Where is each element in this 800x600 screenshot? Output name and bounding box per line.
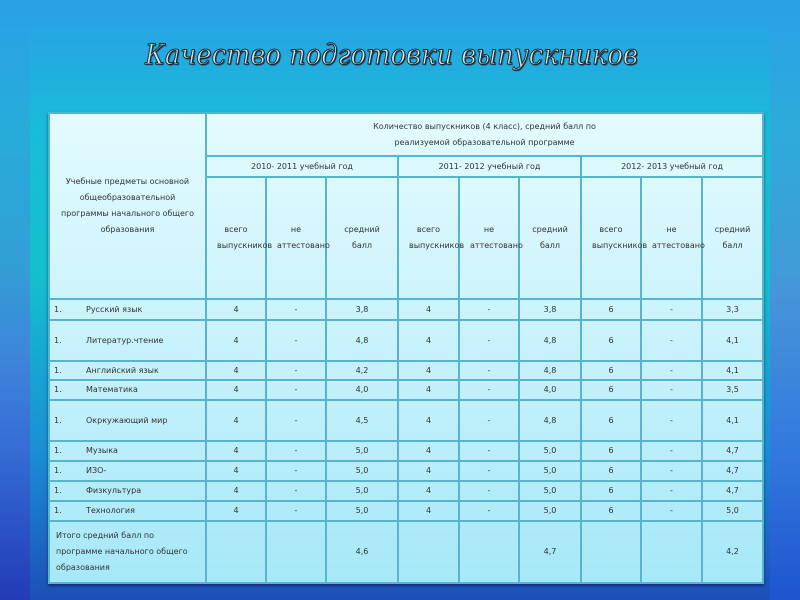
value-cell: - (459, 361, 519, 380)
value-cell: 4,8 (519, 400, 581, 441)
column-header: всего выпускников (206, 177, 266, 299)
value-cell: 4 (206, 481, 266, 501)
value-cell: 4,7 (702, 461, 763, 481)
value-cell: 4 (206, 380, 266, 400)
total-value-cell (398, 521, 459, 583)
value-cell: 4 (398, 441, 459, 461)
value-cell: 4,2 (326, 361, 398, 380)
value-cell: - (641, 501, 702, 521)
total-value-cell: 4,7 (519, 521, 581, 583)
value-cell: - (266, 400, 326, 441)
value-cell: - (641, 400, 702, 441)
value-cell: 4 (206, 320, 266, 361)
value-cell: - (641, 299, 702, 320)
value-cell: 4,7 (702, 441, 763, 461)
value-cell: 3,3 (702, 299, 763, 320)
subject-name: Литератур.чтение (86, 335, 164, 345)
row-number: 1. (54, 304, 62, 314)
value-cell: 4 (398, 481, 459, 501)
subject-name: ИЗО- (86, 466, 107, 475)
value-cell: 6 (581, 320, 641, 361)
subject-name: Русский язык (86, 304, 143, 314)
value-cell: 5,0 (326, 501, 398, 521)
row-number: 1. (54, 486, 62, 495)
value-cell: 6 (581, 501, 641, 521)
table-row (49, 481, 763, 501)
value-cell: 4 (398, 299, 459, 320)
total-value-cell (206, 521, 266, 583)
column-header: средний балл (702, 177, 763, 299)
year-header: 2011- 2012 учебный год (398, 156, 581, 177)
graduates-quality-table (48, 112, 764, 584)
value-cell: 4,8 (519, 320, 581, 361)
value-cell: - (641, 361, 702, 380)
value-cell: - (266, 461, 326, 481)
value-cell: - (459, 320, 519, 361)
value-cell: 5,0 (326, 461, 398, 481)
subject-cell (49, 400, 206, 441)
table-row (49, 501, 763, 521)
column-header: средний балл (519, 177, 581, 299)
total-value-cell (641, 521, 702, 583)
value-cell: 4,1 (702, 400, 763, 441)
subject-cell (49, 320, 206, 361)
column-header: не аттестовано (641, 177, 702, 299)
value-cell: 5,0 (326, 441, 398, 461)
subject-cell (49, 380, 206, 400)
subject-cell (49, 361, 206, 380)
subject-name: Физкультура (86, 486, 142, 495)
value-cell: 6 (581, 441, 641, 461)
total-value-cell (459, 521, 519, 583)
total-value-cell: 4,2 (702, 521, 763, 583)
subject-cell (49, 481, 206, 501)
value-cell: 4,0 (326, 380, 398, 400)
table-row (49, 320, 763, 361)
table-row (49, 361, 763, 380)
value-cell: 3,8 (519, 299, 581, 320)
subject-name: Окркужающий мир (86, 415, 168, 425)
value-cell: - (266, 299, 326, 320)
row-number: 1. (54, 385, 62, 394)
year-header: 2010- 2011 учебный год (206, 156, 398, 177)
value-cell: - (641, 461, 702, 481)
value-cell: - (266, 441, 326, 461)
value-cell: 4 (398, 461, 459, 481)
value-cell: 6 (581, 361, 641, 380)
value-cell: 4,5 (326, 400, 398, 441)
value-cell: 6 (581, 299, 641, 320)
subjects-header: Учебные предметы основной общеобразовательной программы начального общего образования (49, 113, 206, 299)
column-header: не аттестовано (266, 177, 326, 299)
value-cell: - (641, 481, 702, 501)
table-row (49, 299, 763, 320)
table-row (49, 461, 763, 481)
value-cell: 6 (581, 481, 641, 501)
value-cell: 5,0 (519, 481, 581, 501)
value-cell: 4 (206, 501, 266, 521)
subject-name: Математика (86, 385, 138, 394)
value-cell: - (459, 299, 519, 320)
value-cell: - (266, 320, 326, 361)
subject-name: Технология (86, 506, 135, 515)
value-cell: 4 (206, 361, 266, 380)
column-header: средний балл (326, 177, 398, 299)
value-cell: 5,0 (519, 501, 581, 521)
value-cell: 4 (206, 299, 266, 320)
value-cell: - (459, 380, 519, 400)
value-cell: 4 (398, 501, 459, 521)
background-left-glow (0, 0, 30, 600)
value-cell: 4 (398, 361, 459, 380)
table-row (49, 441, 763, 461)
value-cell: 6 (581, 400, 641, 441)
value-cell: - (266, 501, 326, 521)
row-number: 1. (54, 335, 62, 345)
subject-cell (49, 501, 206, 521)
value-cell: - (459, 441, 519, 461)
total-value-cell: 4,6 (326, 521, 398, 583)
value-cell: - (266, 361, 326, 380)
value-cell: 4,1 (702, 320, 763, 361)
row-number: 1. (54, 506, 62, 515)
value-cell: 5,0 (519, 441, 581, 461)
table-row (49, 380, 763, 400)
year-header: 2012- 2013 учебный год (581, 156, 763, 177)
value-cell: 4 (398, 320, 459, 361)
column-header: всего выпускников (581, 177, 641, 299)
value-cell: 4 (398, 400, 459, 441)
value-cell: 3,8 (326, 299, 398, 320)
subject-cell (49, 461, 206, 481)
value-cell: 5,0 (519, 461, 581, 481)
row-number: 1. (54, 446, 62, 455)
main-header: Количество выпускников (4 класс), средний балл по реализуемой образовательной программе (206, 113, 763, 156)
value-cell: - (459, 461, 519, 481)
row-number: 1. (54, 415, 62, 425)
total-value-cell (266, 521, 326, 583)
value-cell: 4,8 (326, 320, 398, 361)
value-cell: 4,0 (519, 380, 581, 400)
table-row (49, 400, 763, 441)
value-cell: - (266, 481, 326, 501)
column-header: не аттестовано (459, 177, 519, 299)
total-row (49, 521, 763, 583)
value-cell: 6 (581, 461, 641, 481)
slide-title: Качество подготовки выпускников (145, 38, 638, 71)
value-cell: - (641, 320, 702, 361)
value-cell: 4,8 (519, 361, 581, 380)
value-cell: - (641, 441, 702, 461)
value-cell: - (459, 481, 519, 501)
value-cell: 3,5 (702, 380, 763, 400)
value-cell: - (641, 380, 702, 400)
column-header: всего выпускников (398, 177, 459, 299)
value-cell: - (459, 501, 519, 521)
total-value-cell (581, 521, 641, 583)
row-number: 1. (54, 365, 62, 375)
subject-cell (49, 441, 206, 461)
total-label: Итого средний балл по программе начального общего образования (49, 521, 206, 583)
subject-cell (49, 299, 206, 320)
value-cell: 4,7 (702, 481, 763, 501)
value-cell: 4,1 (702, 361, 763, 380)
row-number: 1. (54, 466, 62, 475)
background-right-glow (770, 0, 800, 600)
value-cell: 6 (581, 380, 641, 400)
value-cell: - (266, 380, 326, 400)
subject-name: Музыка (86, 446, 118, 455)
value-cell: 4 (398, 380, 459, 400)
value-cell: 4 (206, 441, 266, 461)
value-cell: 4 (206, 400, 266, 441)
value-cell: 4 (206, 461, 266, 481)
subject-name: Английский язык (86, 365, 159, 375)
value-cell: 5,0 (326, 481, 398, 501)
value-cell: 5,0 (702, 501, 763, 521)
value-cell: - (459, 400, 519, 441)
